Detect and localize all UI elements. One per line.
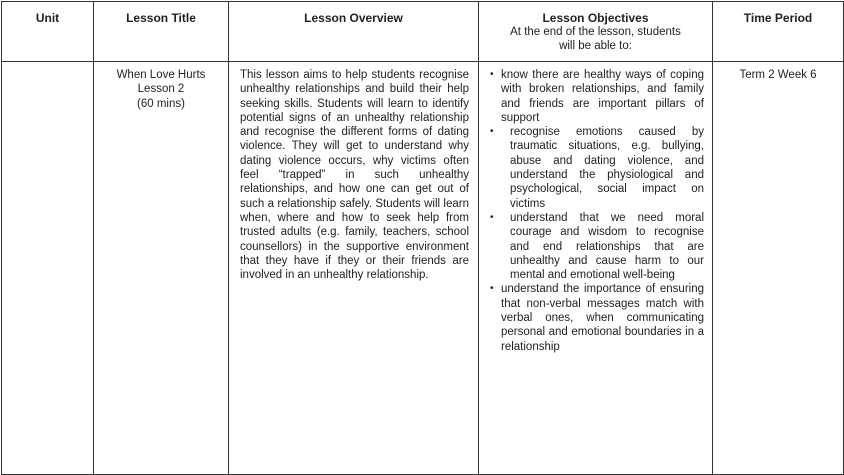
time-period-cell: Term 2 Week 6 <box>713 62 844 475</box>
lesson-title-cell <box>94 62 229 475</box>
objectives-subheading: At the end of the lesson, students will be able to: <box>510 26 681 52</box>
list-item: • know there are healthy ways of coping with broken relationships, and family and friends are important pillars of support <box>490 68 704 125</box>
list-item: • understand the importance of ensuring that non-verbal messages match with verbal ones, when communicating personal and emotional boundaries in a relationship <box>490 282 704 353</box>
header-time-period: Time Period <box>713 2 844 62</box>
header-lesson-objectives: Lesson Objectives At the end of the lesson, students will be able to: <box>479 2 713 62</box>
lesson-duration: (60 mins) <box>137 97 185 110</box>
lesson-objectives-cell <box>479 62 713 475</box>
objectives-list <box>490 68 704 354</box>
lesson-number: Lesson 2 <box>137 83 185 96</box>
lesson-title: When Love Hurts <box>116 69 206 81</box>
header-unit: Unit <box>2 2 94 62</box>
header-row <box>2 2 844 62</box>
unit-cell <box>2 62 94 475</box>
table-row <box>2 62 844 475</box>
lesson-overview-cell: This lesson aims to help students recognise unhealthy relationships and build their help seeking skills. Students will learn to identify potential signs of an unhealthy relationship and recognise the different forms of dating violence. They will get to understand why dating violence occurs, why victims often feel “trapped” in such unhealthy relationships, and how one can get out of such a relationship safely. Students will learn when, where and how to seek help from trusted adults (e.g. family, teachers, school counsellors) in the supportive environment that they have if they or their friends are involved in an unhealthy relationship. <box>229 62 479 475</box>
list-item: • recognise emotions caused by traumatic situations, e.g. bullying, abuse and dating violence, and understand the physiological and psychological, social impact on victims <box>490 125 704 211</box>
lesson-plan-table <box>1 1 844 475</box>
header-lesson-overview: Lesson Overview <box>229 2 479 62</box>
list-item: • understand that we need moral courage and wisdom to recognise and end relationships that are unhealthy and cause harm to our mental and emotional well-being <box>490 211 704 282</box>
header-lesson-title: Lesson Title <box>94 2 229 62</box>
